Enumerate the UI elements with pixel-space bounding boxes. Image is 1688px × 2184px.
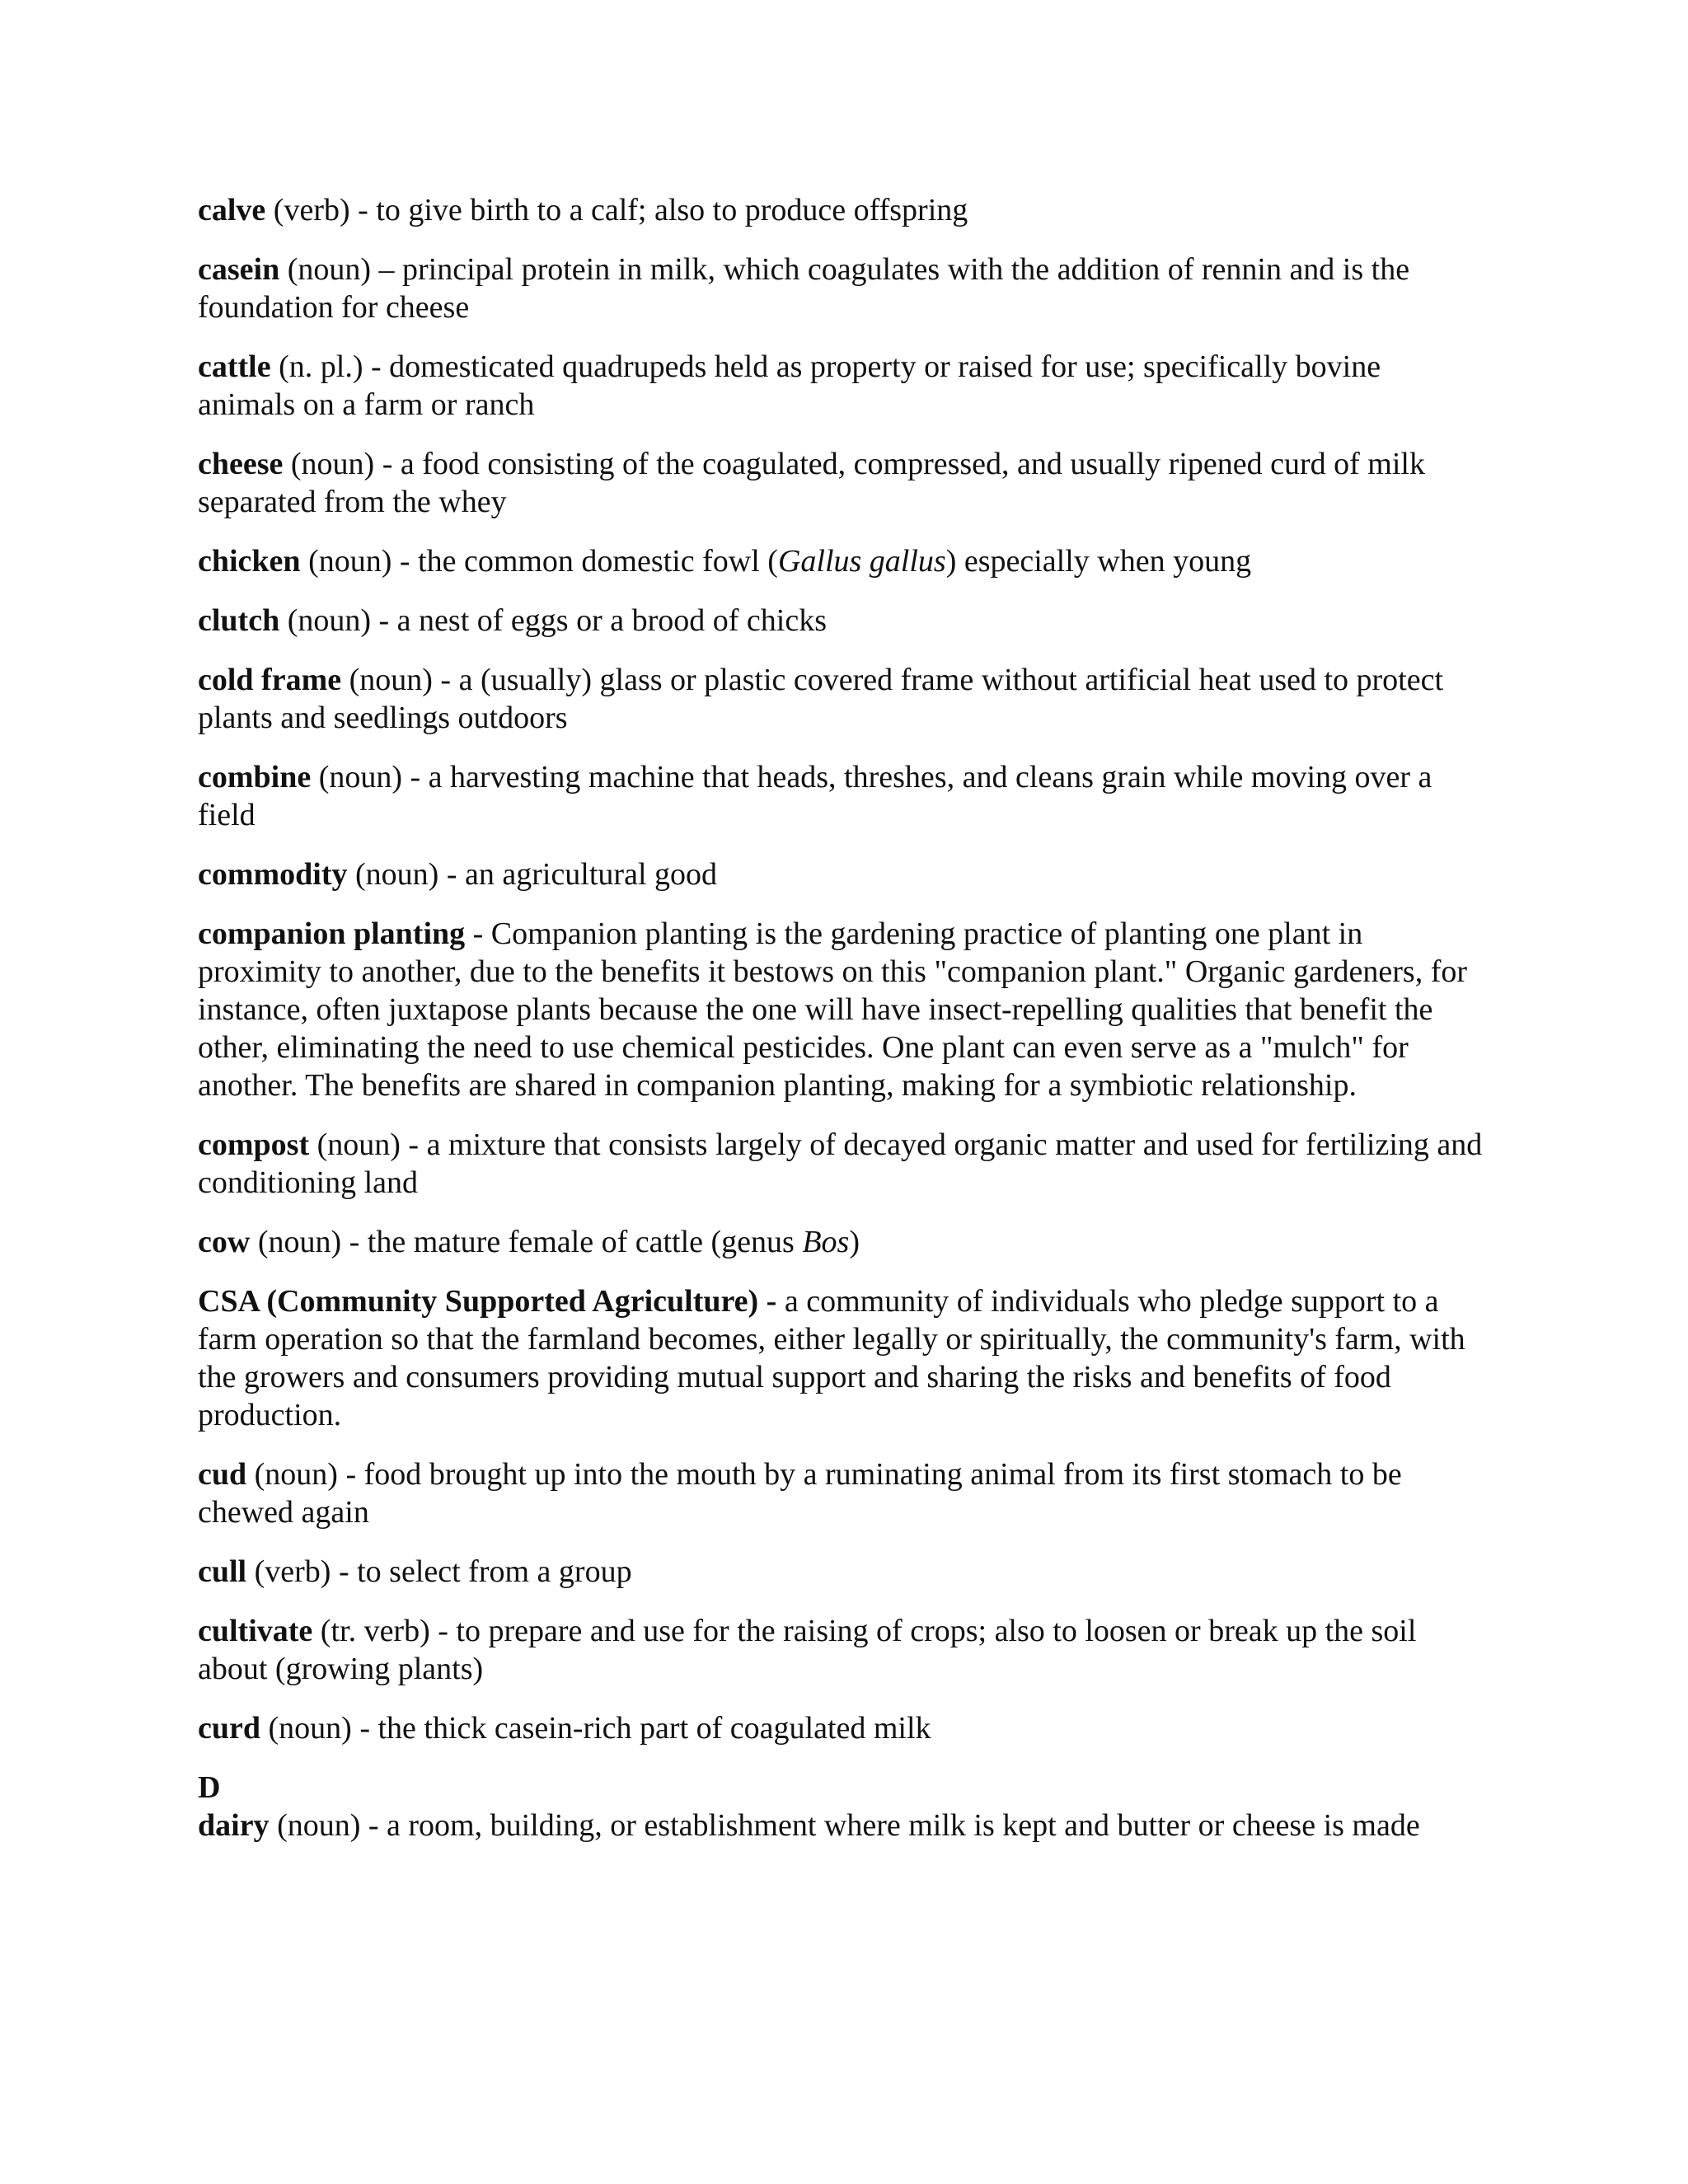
entry-pos: (noun) <box>268 1711 352 1746</box>
entry-pos: (verb) <box>273 193 350 227</box>
entry-pos: (noun) <box>277 1808 361 1843</box>
glossary-entry-cow <box>198 1223 1484 1261</box>
entry-term: companion planting <box>198 916 466 951</box>
entry-pos: (noun) <box>308 544 392 579</box>
entry-pos: (noun) <box>318 760 403 794</box>
entry-pos: (noun) <box>287 603 372 638</box>
glossary-entry-csa <box>198 1282 1484 1434</box>
entry-definition: - a harvesting machine that heads, threshes, and cleans grain while moving over a field <box>198 760 1432 832</box>
entry-definition: - to give birth to a calf; also to produce offspring <box>349 193 968 227</box>
entry-definition: - a food consisting of the coagulated, compressed, and usually ripened curd of milk separated from the whey <box>198 447 1425 519</box>
entry-term: cold frame <box>198 663 342 697</box>
entry-pos: (verb) <box>254 1554 331 1589</box>
entry-term: curd <box>198 1711 260 1746</box>
entry-term: cull <box>198 1554 247 1589</box>
entry-definition: - the thick casein-rich part of coagulated milk <box>351 1711 931 1746</box>
entry-definition: – principal protein in milk, which coagulates with the addition of rennin and is the foundation for cheese <box>198 252 1410 325</box>
entry-definition: - a mixture that consists largely of decayed organic matter and used for fertilizing and conditioning land <box>198 1127 1483 1200</box>
glossary-entry-cultivate <box>198 1612 1484 1688</box>
entry-definition: - an agricultural good <box>438 857 718 892</box>
entry-definition-end: ) <box>849 1225 860 1259</box>
entry-definition: a community of individuals who pledge support to a farm operation so that the farmland becomes, either legally or spiritually, the community's farm, with the growers and consumers providing mutual support and sharing the risks and benefits of food production. <box>198 1284 1465 1432</box>
entry-term: cultivate <box>198 1614 313 1648</box>
entry-pos: (noun) <box>290 447 375 481</box>
entry-term: calve <box>198 193 266 227</box>
entry-pos: (noun) <box>355 857 439 892</box>
glossary-entry-compost <box>198 1126 1484 1202</box>
entry-pos: (noun) <box>316 1127 401 1162</box>
entry-definition: - a nest of eggs or a brood of chicks <box>371 603 827 638</box>
entry-definition: - a room, building, or establishment where milk is kept and butter or cheese is made <box>360 1808 1420 1843</box>
entry-scientific-name: Gallus gallus <box>777 544 946 579</box>
glossary-entry-dairy <box>198 1807 1484 1844</box>
glossary-entry-cud <box>198 1455 1484 1531</box>
entry-pos: (noun) <box>257 1225 342 1259</box>
entry-term: commodity <box>198 857 348 892</box>
entry-term: cow <box>198 1225 251 1259</box>
glossary-entry-commodity <box>198 855 1484 893</box>
entry-term: CSA (Community Supported Agriculture) - <box>198 1284 777 1319</box>
glossary-entry-chicken <box>198 542 1484 580</box>
entry-pos: (noun) <box>254 1457 338 1492</box>
glossary-entry-cattle <box>198 348 1484 424</box>
entry-definition: - the common domestic fowl ( <box>392 544 778 579</box>
glossary-entry-companion-planting <box>198 915 1484 1104</box>
entry-term: chicken <box>198 544 301 579</box>
entry-pos: (noun) <box>287 252 372 287</box>
entry-term: casein <box>198 252 280 287</box>
entry-term: dairy <box>198 1808 270 1843</box>
glossary-entry-calve <box>198 191 1484 229</box>
entry-term: cattle <box>198 349 271 384</box>
glossary-entry-cull <box>198 1553 1484 1591</box>
section-heading-d: D <box>198 1770 221 1805</box>
entry-definition: - Companion planting is the gardening practice of planting one plant in proximity to another, due to the benefits it bestows on this "companion plant." Organic gardeners, for instance, often juxtapose plants because the one will have insect-repelling qualities that benefit the other, eliminating the need to use chemical pesticides. One plant can even serve as a "mulch" for another. The benefits are shared in companion planting, making for a symbiotic relationship. <box>198 916 1468 1103</box>
entry-definition: - to prepare and use for the raising of crops; also to loosen or break up the soil about (growing plants) <box>198 1614 1417 1686</box>
entry-term: cheese <box>198 447 284 481</box>
entry-pos: (tr. verb) <box>320 1614 430 1648</box>
entry-term: cud <box>198 1457 247 1492</box>
entry-definition-end: ) especially when young <box>945 544 1252 579</box>
glossary-entry-casein <box>198 251 1484 326</box>
glossary-entry-curd <box>198 1709 1484 1747</box>
entry-term: clutch <box>198 603 280 638</box>
entry-definition: - to select from a group <box>331 1554 632 1589</box>
entry-term: combine <box>198 760 312 794</box>
glossary-entry-cheese <box>198 445 1484 521</box>
entry-definition: - food brought up into the mouth by a ruminating animal from its first stomach to be chewed again <box>198 1457 1402 1530</box>
entry-definition: - a (usually) glass or plastic covered frame without artificial heat used to protect plants and seedlings outdoors <box>198 663 1444 735</box>
entry-pos: (noun) <box>349 663 433 697</box>
entry-pos: (n. pl.) <box>279 349 363 384</box>
entry-scientific-name: Bos <box>802 1225 850 1259</box>
entry-term: compost <box>198 1127 310 1162</box>
entry-definition: - domesticated quadrupeds held as property or raised for use; specifically bovine animals on a farm or ranch <box>198 349 1381 422</box>
glossary-entry-combine <box>198 758 1484 834</box>
glossary-entry-cold-frame <box>198 661 1484 737</box>
glossary-entry-clutch <box>198 602 1484 640</box>
glossary-page <box>198 191 1484 1866</box>
entry-definition: - the mature female of cattle (genus <box>341 1225 803 1259</box>
